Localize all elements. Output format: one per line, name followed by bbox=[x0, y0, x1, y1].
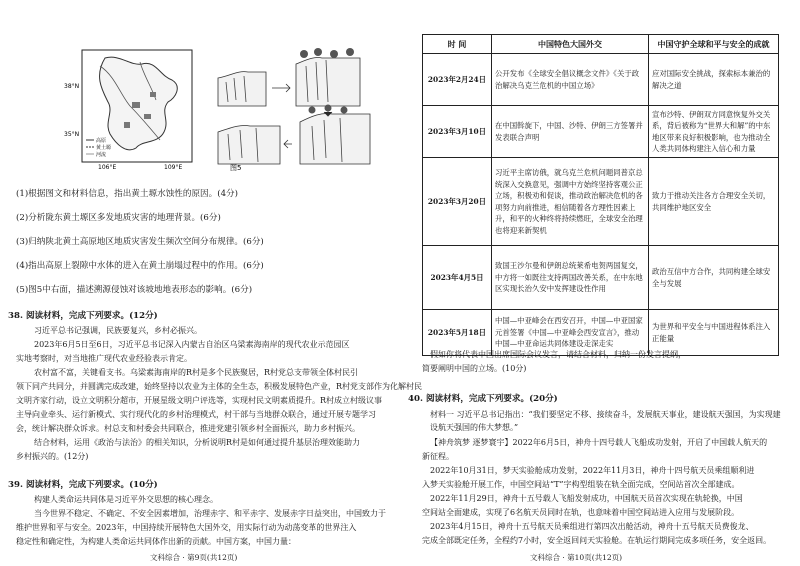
table-cell-diplomacy: 公开发布《全球安全倡议概念文件》《关于政治解决乌克兰危机的中国立场》 bbox=[492, 54, 649, 106]
q40-line: 2022年11月29日，神舟十五号载人飞船发射成功，中国航天员首次实现在轨轮换，中国 bbox=[430, 494, 743, 503]
q38-line: 会，统计解决群众诉求。村总支和村委会共同联合，推进党建引领乡村全面振兴，助力乡村振兴。 bbox=[16, 424, 360, 433]
diplomacy-table bbox=[422, 34, 779, 356]
q40-line: 入梦天实验舱开展工作，中国空间站“T”字构型组装在轨全面完成，空间站首次全部建成。 bbox=[422, 480, 740, 489]
figure-5 bbox=[60, 36, 375, 171]
q40-line: 2023年4月15日，神舟十五号航天员乘组进行第四次出舱活动，神舟十五号航天员费俊龙、 bbox=[430, 522, 754, 531]
q40-line: 完成全部既定任务，全程约7小时，安全返回问天实验舱。在轨运行期间完成多项任务，安全返回。 bbox=[422, 536, 772, 545]
q39-line: 当今世界不稳定、不确定、不安全因素增加，治理赤字、和平赤字、发展赤字日益突出，中国致力于 bbox=[34, 509, 386, 518]
table-cell-diplomacy: 在中国斡旋下，中国、沙特、伊朗三方签署并发表联合声明 bbox=[492, 106, 649, 158]
table-header: 中国守护全球和平与安全的成就 bbox=[649, 35, 779, 54]
q40-line: 【神舟筑梦 逐梦寰宇】2022年6月5日，神舟十四号载人飞船成功发射，开启了中国载人航天的 bbox=[430, 438, 768, 447]
table-cell-date: 2023年3月20日 bbox=[423, 158, 492, 246]
table-cell-diplomacy: 致国王沙尔曼和伊朗总统莱希电贺两国复交，中方将一如既往支持两国改善关系，在中东地区实现长治久安中发挥建设性作用 bbox=[492, 246, 649, 310]
q38-line: 实地考察时，对当地推广现代农业经验表示肯定。 bbox=[16, 354, 192, 363]
table-question-line: 简要阐明中国的立场。(10分) bbox=[422, 364, 527, 373]
table-header: 中国特色大国外交 bbox=[492, 35, 649, 54]
table-cell-achievement: 应对国际安全挑战，探索标本兼治的解决之道 bbox=[649, 54, 779, 106]
map-lat-top: 38°N bbox=[64, 83, 80, 90]
table-row bbox=[423, 158, 779, 246]
q39-line: 维护世界和平与安全。2023年，中国持续开展特色大国外交，用实际行动为动荡变革的世界注入 bbox=[16, 523, 357, 532]
table-header-row bbox=[423, 35, 779, 54]
table-question-line: 假如你将代表中国出席国际会议发言，请结合材料，归纳一份发言提纲， bbox=[430, 350, 686, 359]
q38-line: 主导向业牵头、运行新模式、实行现代化的乡村治理模式，村干部与当地群众联合，通过开展专题学习 bbox=[16, 410, 376, 419]
table-cell-diplomacy: 习近平主席访俄，就乌克兰危机问题同普京总统深入交换意见，强调中方始终坚持客观公正立场，积极劝和促谈，推动政治解决危机的各项努力向前推进，相信随着各方理性因素上升，和平的火种终将持续燃旺，全球安全治理也将迎来新契机 bbox=[492, 158, 649, 246]
table-cell-achievement: 为世界和平安全与中国进程体系注入正能量 bbox=[649, 310, 779, 356]
q39-line: 构建人类命运共同体是习近平外交思想的核心理念。 bbox=[34, 495, 218, 504]
q40-heading: 40. 阅读材料，完成下列要求。(20分) bbox=[408, 394, 558, 404]
q39-heading: 39. 阅读材料，完成下列要求。(10分) bbox=[8, 480, 158, 490]
table-header: 时 间 bbox=[423, 35, 492, 54]
q38-line: 文明齐家行动，设立文明积分超市，开展星级文明户评选等，实现村民文明素质提升。R村成立村级议事 bbox=[16, 396, 383, 405]
q40-line: 空间站全面建成，实现了6名航天员同时在轨，也意味着中国空间站进入应用与发展阶段。 bbox=[422, 508, 740, 517]
q37-item-3: (3)归纳陕北黄土高原地区地质灾害发生频次空间分布规律。(6分) bbox=[16, 237, 264, 247]
q40-line: 新征程。 bbox=[422, 452, 454, 461]
legend-item-3: 河流 bbox=[96, 152, 107, 158]
q38-line: 习近平总书记强调，民族要复兴，乡村必振兴。 bbox=[34, 326, 202, 335]
map-lon-left: 106°E bbox=[98, 164, 117, 171]
table-cell-achievement: 政治互信中方合作，共同构建全球安全与发展 bbox=[649, 246, 779, 310]
table-cell-date: 2023年2月24日 bbox=[423, 54, 492, 106]
q38-line: 乡村振兴的。(12分) bbox=[16, 452, 89, 461]
legend-item-2: 黄土塬 bbox=[96, 145, 112, 151]
q39-line: 稳定性和确定性，为构建人类命运共同体作出新的贡献。中国方案，中国力量： bbox=[16, 537, 296, 546]
q38-line: 领下同产共同分，并圆满完成改建，始终坚持以农业为主体的全生态，积极发展特色产业，R村党支部作为化解村民 bbox=[16, 382, 423, 391]
table-cell-date: 2023年3月10日 bbox=[423, 106, 492, 158]
q40-line: 2022年10月31日，梦天实验舱成功发射，2022年11月3日，神舟十四号航天员乘组顺利进 bbox=[430, 466, 755, 475]
q38-line: 结合材料，运用《政治与法治》的相关知识，分析说明R村是如何通过提升基层治理效能助力 bbox=[34, 438, 361, 447]
q38-line: 2023年6月5日至6日，习近平总书记深入内蒙古自治区乌梁素海南岸的现代农业示范园区 bbox=[34, 340, 350, 349]
right-page bbox=[400, 0, 800, 566]
left-page-footer: 文科综合 · 第9页(共12页) bbox=[150, 553, 238, 562]
q37-item-4: (4)指出高原上裂隙中水体的进入在黄土崩塌过程中的作用。(6分) bbox=[16, 261, 264, 271]
map-legend bbox=[86, 137, 112, 158]
map-lon-right: 109°E bbox=[164, 164, 183, 171]
legend-item-1: 高原 bbox=[96, 138, 107, 144]
q37-item-2: (2)分析陇东黄土塬区多发地质灾害的地理背景。(6分) bbox=[16, 213, 221, 223]
right-page-footer: 文科综合 · 第10页(共12页) bbox=[530, 553, 623, 562]
q38-line: 农村富不富，关键看支书。乌梁素海南岸的R村是多个民族聚居，R村党总支带领全体村民引 bbox=[34, 368, 359, 377]
figure-caption: 图5 bbox=[230, 164, 242, 171]
q38-heading: 38. 阅读材料，完成下列要求。(12分) bbox=[8, 311, 158, 321]
table-cell-date: 2023年5月18日 bbox=[423, 310, 492, 356]
q37-item-1: (1)根据图文和材料信息，指出黄土塬水蚀性的原因。(4分) bbox=[16, 189, 239, 199]
q37-item-5: (5)图5中右面，描述溯源侵蚀对该坡地地表形态的影响。(6分) bbox=[16, 285, 253, 295]
table-cell-achievement: 致力于推动关注各方合理安全关切，共同维护地区安全 bbox=[649, 158, 779, 246]
table-cell-diplomacy: 中国—中亚峰会在西安召开，中国—中亚国家元首签署《中国—中亚峰会西安宣言》，推动中国—中亚命运共同体建设走深走实 bbox=[492, 310, 649, 356]
table-row bbox=[423, 246, 779, 310]
map-lat-bottom: 35°N bbox=[64, 131, 80, 138]
table-row bbox=[423, 54, 779, 106]
table-row bbox=[423, 106, 779, 158]
table-cell-achievement: 宣布沙特、伊朗双方同意恢复外交关系，背后被称为“世界大和解”的中东地区带来良好积极影响，也为推动全人类共同体构建注入信心和力量 bbox=[649, 106, 779, 158]
table-cell-date: 2023年4月5日 bbox=[423, 246, 492, 310]
q40-line: 材料一 习近平总书记指出：“我们要坚定不移、接续奋斗，发展航天事业，建设航天强国，为实现建设航天强国的伟大梦想。” bbox=[430, 410, 781, 432]
